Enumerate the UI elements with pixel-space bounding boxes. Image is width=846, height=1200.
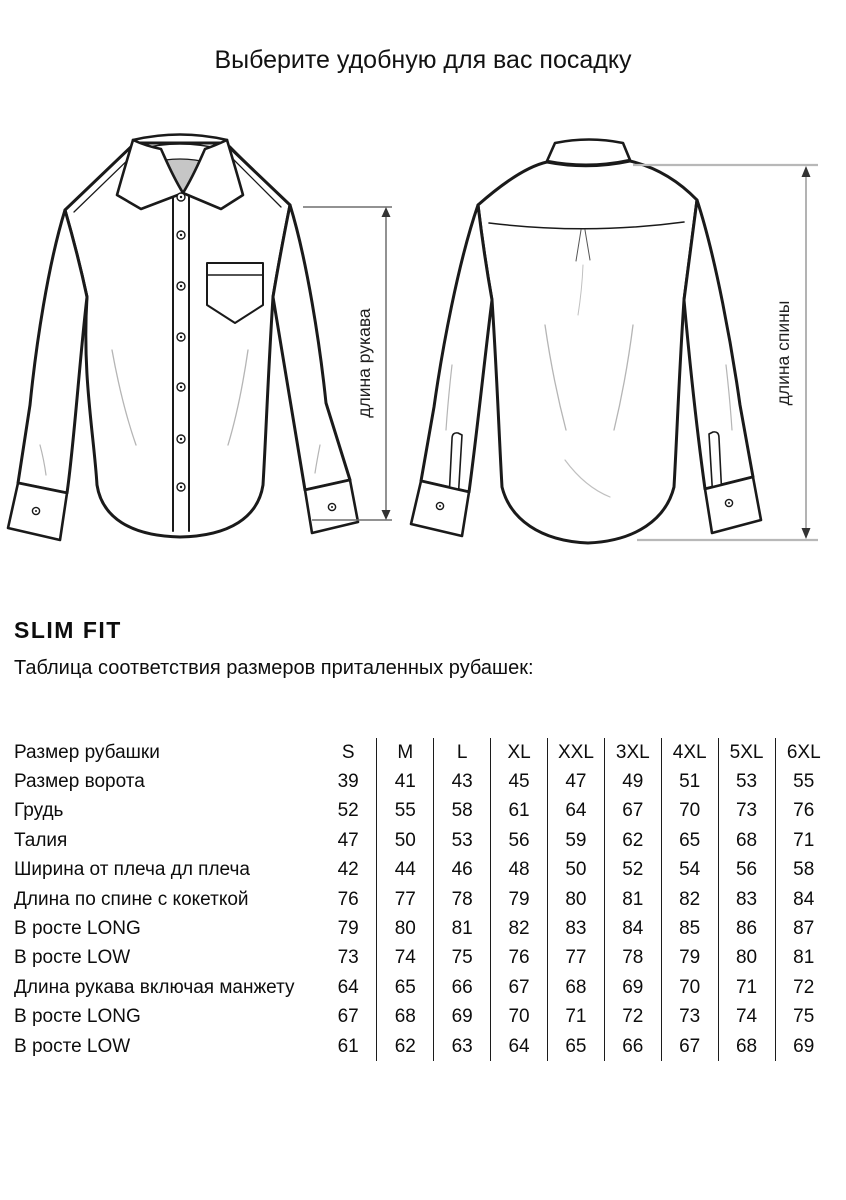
size-cell: 50: [377, 826, 434, 855]
size-cell: 67: [604, 797, 661, 826]
size-cell: 82: [491, 914, 548, 943]
size-cell: 73: [718, 797, 775, 826]
size-cell: 87: [775, 914, 832, 943]
size-cell: 75: [434, 944, 491, 973]
size-cell: 59: [548, 826, 605, 855]
row-label: Размер рубашки: [14, 741, 160, 763]
size-cell: 69: [434, 1003, 491, 1032]
front-shirt-drawing: [8, 135, 358, 541]
shirt-diagram: [0, 115, 846, 597]
size-cell: 79: [337, 918, 359, 940]
size-cell: 55: [775, 767, 832, 796]
size-cell: 48: [491, 856, 548, 885]
size-cell: 76: [775, 797, 832, 826]
size-cell: XL: [491, 738, 548, 767]
fit-heading: SLIM FIT: [14, 617, 122, 643]
size-cell: 70: [661, 797, 718, 826]
size-cell: 66: [604, 1032, 661, 1061]
back-shirt-drawing: [411, 140, 761, 544]
size-cell: 79: [661, 944, 718, 973]
size-cell: 72: [604, 1003, 661, 1032]
table-row: [14, 885, 832, 914]
table-row: [14, 797, 832, 826]
size-cell: 67: [337, 1006, 359, 1028]
row-label: Грудь: [14, 800, 64, 822]
size-cell: 79: [491, 885, 548, 914]
size-table: [14, 738, 832, 1061]
row-label: В росте LOW: [14, 1035, 131, 1057]
size-cell: 76: [337, 888, 359, 910]
row-label: Размер ворота: [14, 771, 145, 793]
table-row: [14, 973, 832, 1002]
size-cell: 52: [604, 856, 661, 885]
size-cell: S: [341, 741, 355, 763]
size-cell: 81: [775, 944, 832, 973]
size-cell: 81: [604, 885, 661, 914]
size-cell: 69: [775, 1032, 832, 1061]
size-cell: 83: [548, 914, 605, 943]
size-cell: 78: [434, 885, 491, 914]
row-label: Ширина от плеча дл плеча: [14, 859, 250, 881]
size-cell: 65: [548, 1032, 605, 1061]
sleeve-length-label: длина рукава: [354, 308, 374, 418]
size-cell: 81: [434, 914, 491, 943]
size-cell: XXL: [548, 738, 605, 767]
size-cell: 77: [548, 944, 605, 973]
size-cell: 46: [434, 856, 491, 885]
size-cell: 84: [775, 885, 832, 914]
size-cell: 65: [377, 973, 434, 1002]
row-label: В росте LOW: [14, 947, 131, 969]
table-row: [14, 738, 832, 767]
size-cell: 67: [661, 1032, 718, 1061]
row-label: Длина по спине с кокеткой: [14, 888, 249, 910]
size-cell: 56: [718, 856, 775, 885]
table-row: [14, 826, 832, 855]
size-cell: 53: [718, 767, 775, 796]
size-cell: 69: [604, 973, 661, 1002]
size-cell: 68: [718, 1032, 775, 1061]
size-cell: 68: [718, 826, 775, 855]
size-cell: 80: [718, 944, 775, 973]
size-cell: 74: [377, 944, 434, 973]
size-cell: 3XL: [604, 738, 661, 767]
size-cell: 74: [718, 1003, 775, 1032]
size-cell: 45: [491, 767, 548, 796]
size-cell: 50: [548, 856, 605, 885]
table-row: [14, 944, 832, 973]
size-cell: 6XL: [775, 738, 832, 767]
size-cell: 49: [604, 767, 661, 796]
size-cell: 64: [548, 797, 605, 826]
size-cell: 70: [661, 973, 718, 1002]
size-cell: 47: [337, 829, 359, 851]
size-cell: 62: [377, 1032, 434, 1061]
size-cell: 61: [337, 1035, 359, 1057]
size-cell: 71: [718, 973, 775, 1002]
size-cell: 41: [377, 767, 434, 796]
size-cell: 83: [718, 885, 775, 914]
row-label: В росте LONG: [14, 918, 141, 940]
fit-subtitle: Таблица соответствия размеров приталенных рубашек:: [14, 657, 534, 679]
size-cell: 75: [775, 1003, 832, 1032]
size-cell: 5XL: [718, 738, 775, 767]
table-row: [14, 1032, 832, 1061]
size-cell: M: [377, 738, 434, 767]
size-cell: 71: [548, 1003, 605, 1032]
size-cell: 78: [604, 944, 661, 973]
size-cell: 62: [604, 826, 661, 855]
size-cell: 73: [661, 1003, 718, 1032]
size-cell: 71: [775, 826, 832, 855]
size-table-body: [14, 738, 832, 1061]
size-cell: 67: [491, 973, 548, 1002]
table-row: [14, 856, 832, 885]
size-cell: 52: [337, 800, 359, 822]
size-cell: 43: [434, 767, 491, 796]
row-label: В росте LONG: [14, 1006, 141, 1028]
size-cell: 47: [548, 767, 605, 796]
size-cell: 80: [548, 885, 605, 914]
size-cell: 55: [377, 797, 434, 826]
size-cell: 80: [377, 914, 434, 943]
size-cell: 72: [775, 973, 832, 1002]
table-row: [14, 767, 832, 796]
size-cell: 73: [337, 947, 359, 969]
size-cell: 39: [337, 771, 359, 793]
size-cell: 84: [604, 914, 661, 943]
row-label: Талия: [14, 829, 68, 851]
size-cell: 64: [491, 1032, 548, 1061]
size-cell: 64: [337, 976, 359, 998]
size-cell: 51: [661, 767, 718, 796]
table-row: [14, 1003, 832, 1032]
size-cell: 77: [377, 885, 434, 914]
size-cell: 65: [661, 826, 718, 855]
size-cell: 42: [337, 859, 359, 881]
row-label: Длина рукава включая манжету: [14, 976, 295, 998]
size-cell: 76: [491, 944, 548, 973]
size-cell: L: [434, 738, 491, 767]
size-cell: 4XL: [661, 738, 718, 767]
size-cell: 82: [661, 885, 718, 914]
size-cell: 66: [434, 973, 491, 1002]
size-cell: 56: [491, 826, 548, 855]
size-cell: 68: [548, 973, 605, 1002]
size-cell: 85: [661, 914, 718, 943]
size-cell: 70: [491, 1003, 548, 1032]
size-cell: 53: [434, 826, 491, 855]
page-title: Выберите удобную для вас посадку: [214, 46, 632, 74]
size-cell: 54: [661, 856, 718, 885]
size-cell: 58: [775, 856, 832, 885]
size-cell: 63: [434, 1032, 491, 1061]
size-cell: 61: [491, 797, 548, 826]
size-cell: 44: [377, 856, 434, 885]
size-cell: 86: [718, 914, 775, 943]
table-row: [14, 914, 832, 943]
back-length-label: длина спины: [773, 300, 793, 406]
size-cell: 58: [434, 797, 491, 826]
size-cell: 68: [377, 1003, 434, 1032]
